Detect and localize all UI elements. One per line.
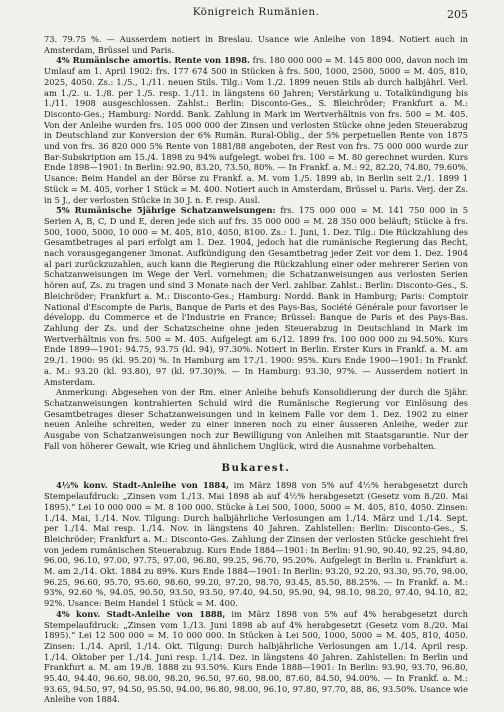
paragraph-heading: 4½% konv. Stadt-Anleihe von 1884,	[56, 480, 229, 491]
paragraph	[44, 205, 468, 387]
running-title: Königreich Rumänien.	[192, 6, 320, 18]
paragraph-text: frs. 175 000 000 = M. 141 750 000 in 5 Serien A, B, C, D und E, deren jede sich auf frs. 35 000 000 = M. 28 350 000 beläuft; Stücke à frs. 500, 1000, 5000, 10 000 = M. 405, 810, 4050, 8100. Zs.: 1. Juni, 1. Dez. Tilg.: Die Rückzahlung des Gesamtbetrages al pari erfolgt am 1. Dez. 1904, jedoch hat die rumänische Regierung das Recht, nach vorausgegangener 3monat. Aufkündigung den Gesamtbetrag jeder Zeit vor dem 1. Dez. 1904 al pari zurückzuzahlen, auch kann die Regierung die Rückzahlung einer oder mehrerer Serien von Schatzanweisungen im Wege der Verl. vornehmen; die Schatzanweisungen aus verlosten Serien hören auf, Zs. zu tragen und sind 3 Monate nach der Verl. zahlbar. Zahlst.: Berlin: Disconto-Ges., S. Bleichröder; Frankfurt a. M.: Disconto-Ges.; Hamburg: Nordd. Bank in Hamburg; Paris: Comptoir National d'Escompte de Paris, Banque de Paris et des Pays-Bas, Société Générale pour favoriser le développ. du Commerce et de l'Industrie en France; Brüssel: Banque de Paris et des Pays-Bas. Zahlung der Zs. und der Schatzscheine ohne jeden Steuerabzug in Deutschland in Mark im Wertverhältnis von frs. 500 = M. 405. Aufgelegt am 6./12. 1899 frs. 100 000 000 zu 94.50%. Kurs Ende 1899—1901: 94.75, 93.75 (kl. 94), 97.30%. Notiert in Berlin. Erster Kurs in Frankf. a. M. am 29./1. 1900: 95 (kl. 95.20) %. In Hamburg am 17./1. 1900: 95%. Kurs Ende 1900—1901: In Frankf. a. M.: 93.20 (kl. 93.80), 97 (kl. 97.30)%. — In Hamburg: 93.30, 97%. — Ausserdem notiert in Amsterdam.	[44, 205, 468, 387]
paragraph-text: 73. 79.75 %. — Ausserdem notiert in Breslau. Usance wie Anleihe von 1894. Notiert auch in Amsterdam, Brüssel und Paris.	[44, 34, 468, 55]
section-title: Bukarest.	[221, 463, 291, 475]
body-text-bukarest	[44, 480, 468, 705]
section-spacer	[44, 451, 468, 463]
paragraph	[44, 55, 468, 205]
paragraph-text: Anmerkung: Abgesehen von der Rm. einer Anleihe behufs Konsolidierung der durch die 5jähr. Schatzanweisungen kontrahierten Schuld wird die Rumänische Regierung vor Einlösung des Gesamtbetrages dieser Schatzanweisungen und in keinem Falle vor dem 1. Dez. 1902 zu einer neuen Anleihe schreiten, weder zu einer inneren noch zu einer äusseren Anleihe, weder zur Ausgabe von Schatzanweisungen noch zur Bewilligung von Anleihen mit Staatsgarantie. Nur der Fall von höherer Gewalt, wie Krieg und ähnlichem Unglück, wird die Ausnahme vorbehalten.	[44, 387, 468, 451]
paragraph-heading: 5% Rumänische 5jährige Schatzanweisungen:	[56, 205, 276, 216]
page-number: 205	[447, 8, 468, 21]
paragraph-text: frs. 180 000 000 = M. 145 800 000, davon noch im Umlauf am 1. April 1902: frs. 177 674 500 in Stücken à frs. 500, 1000, 2500, 5000 = M. 405, 810, 2025, 4050. Zs.: 1./5., 1./11. neuen Stils. Tilg.: Vom 1./2. 1899 neuen Stils ab durch halbjährl. Verl. am 1./2. u. 1./8. per 1./5. resp. 1./11. in längstens 60 Jahren; Verstärkung u. Totalkündigung bis 1./11. 1908 ausgeschlossen. Zahlst.: Berlin: Disconto-Ges., S. Bleichröder; Frankfurt a. M.: Disconto-Ges.; Hamburg: Nordd. Bank. Zahlung in Mark im Wertverhältnis von frs. 500 = M. 405. Von der Anleihe wurden frs. 105 000 000 der Zinsen und verlosten Stücke ohne jeden Steuerabzug in Deutschland zur Konversion der 6% Rumän. Rural-Oblig., der 5% perpetuellen Rente von 1875 und von frs. 36 820 000 5% Rente von 1881/88 angeboten, der Rest von frs. 75 000 000 wurde zur Bar-Subskription am 15./4. 1898 zu 94% aufgelegt. wobei frs. 100 = M. 80 gerechnet wurden. Kurs Ende 1898—1901: In Berlin: 92.90, 83.20, 73.50, 80%. — In Frankf. a. M.: 92, 82.20, 74.80, 79.60%. Usance: Beim Handel an der Börse zu Frankf. a. M. vom 1./5. 1899 ab, in Berlin seit 2./1. 1899 1 Stück = M. 405, vorher 1 Stück = M. 400. Notiert auch in Amsterdam, Brüssel u. Paris. Verj. der Zs. in 5 J., der verlosten Stücke in 30 J. n. F. resp. Ausl.	[44, 55, 468, 205]
paragraph	[44, 480, 468, 608]
paragraph	[44, 609, 468, 705]
paragraph-heading: 4% Rumänische amortis. Rente von 1898.	[56, 55, 250, 66]
paragraph	[44, 387, 468, 451]
paragraph	[44, 34, 468, 55]
body-text	[44, 34, 468, 451]
paragraph-text: im März 1898 von 5% auf 4% herabgesetzt durch Stempelaufdruck: „Zinsen vom 1./13. Juni 1898 ab auf 4% herabgesetzt (Gesetz vom 8./20. Mai 1895).“ Lei 12 500 000 = M. 10 000 000. In Stücken à Lei 500, 1000, 5000 = M. 405, 810, 4050. Zinsen: 1./14. April, 1./14. Okt. Tilgung: Durch halbjährliche Verlosungen am 1./14. April resp. 1./14. Oktober per 1./14. Juni resp. 1./14. Dez. in längstens 40 Jahren. Zahlstellen: In Berlin und Frankfurt a. M. am 19./8. 1888 zu 93.50%. Kurs Ende 1888—1901: In Berlin: 93.90, 93.70, 96.80, 95.40, 94.40, 96.60, 98.00, 98.20, 96.50, 97.60, 98.00, 87.60, 84.50, 94.00%. — In Frankf. a. M.: 93.65, 94.50, 97, 94.50, 95.50, 94.00, 96.80, 98.00, 96.10, 97.80, 97.70, 88, 86, 93.50%. Usance wie Anleihe von 1884.	[44, 608, 468, 705]
paragraph-text: im März 1898 von 5% auf 4½% herabgesetzt durch Stempelaufdruck: „Zinsen vom 1./13. Mai 1898 ab auf 4½% herabgesetzt (Gesetz vom 8./20. Mai 1895).“ Lei 10 000 000 = M. 8 100 000. Stücke à Lei 500, 1000, 5000 = M. 405, 810, 4050. Zinsen: 1./14. Mai, 1./14. Nov. Tilgung: Durch halbjährliche Verlosungen am 1./14. März und 1./14. Sept. per 1./14. Mai resp. 1./14. Nov. in längstens 40 Jahren. Zahlstellen: Berlin: Disconto-Ges., S. Bleichröder; Frankfurt a. M.: Disconto-Ges. Zahlung der Zinsen der verlosten Stücke geschieht frei von jedem rumänischen Steuerabzug. Kurs Ende 1884—1901: In Berlin: 91.90, 90.40, 92.25, 94.80, 96.00, 96.10, 97.00, 97.75, 97.00, 96.80, 99.25, 96.70, 95.20%. Aufgelegt in Berlin u. Frankfurt a. M. am 2./14. Okt. 1884 zu 89%. Kurs Ende 1884—1901: In Berlin: 93.20, 92.20, 93.30, 95.70, 98.00, 96.25, 96.60, 95.70, 95.60, 98.60, 99.20, 97.20, 98.70, 93.45, 85.50, 88.25%. — In Frankf. a. M.: 93%, 92.60 %, 94.05, 90.50, 93.50, 93.50, 97.40, 94.50, 95.90, 94, 98.10, 98.20, 97.40, 94.10, 82, 92%. Usance: Beim Handel 1 Stück = M. 400.	[44, 480, 469, 609]
running-header	[44, 6, 468, 30]
paragraph-heading: 4% konv. Stadt-Anleihe von 1888,	[56, 608, 226, 619]
